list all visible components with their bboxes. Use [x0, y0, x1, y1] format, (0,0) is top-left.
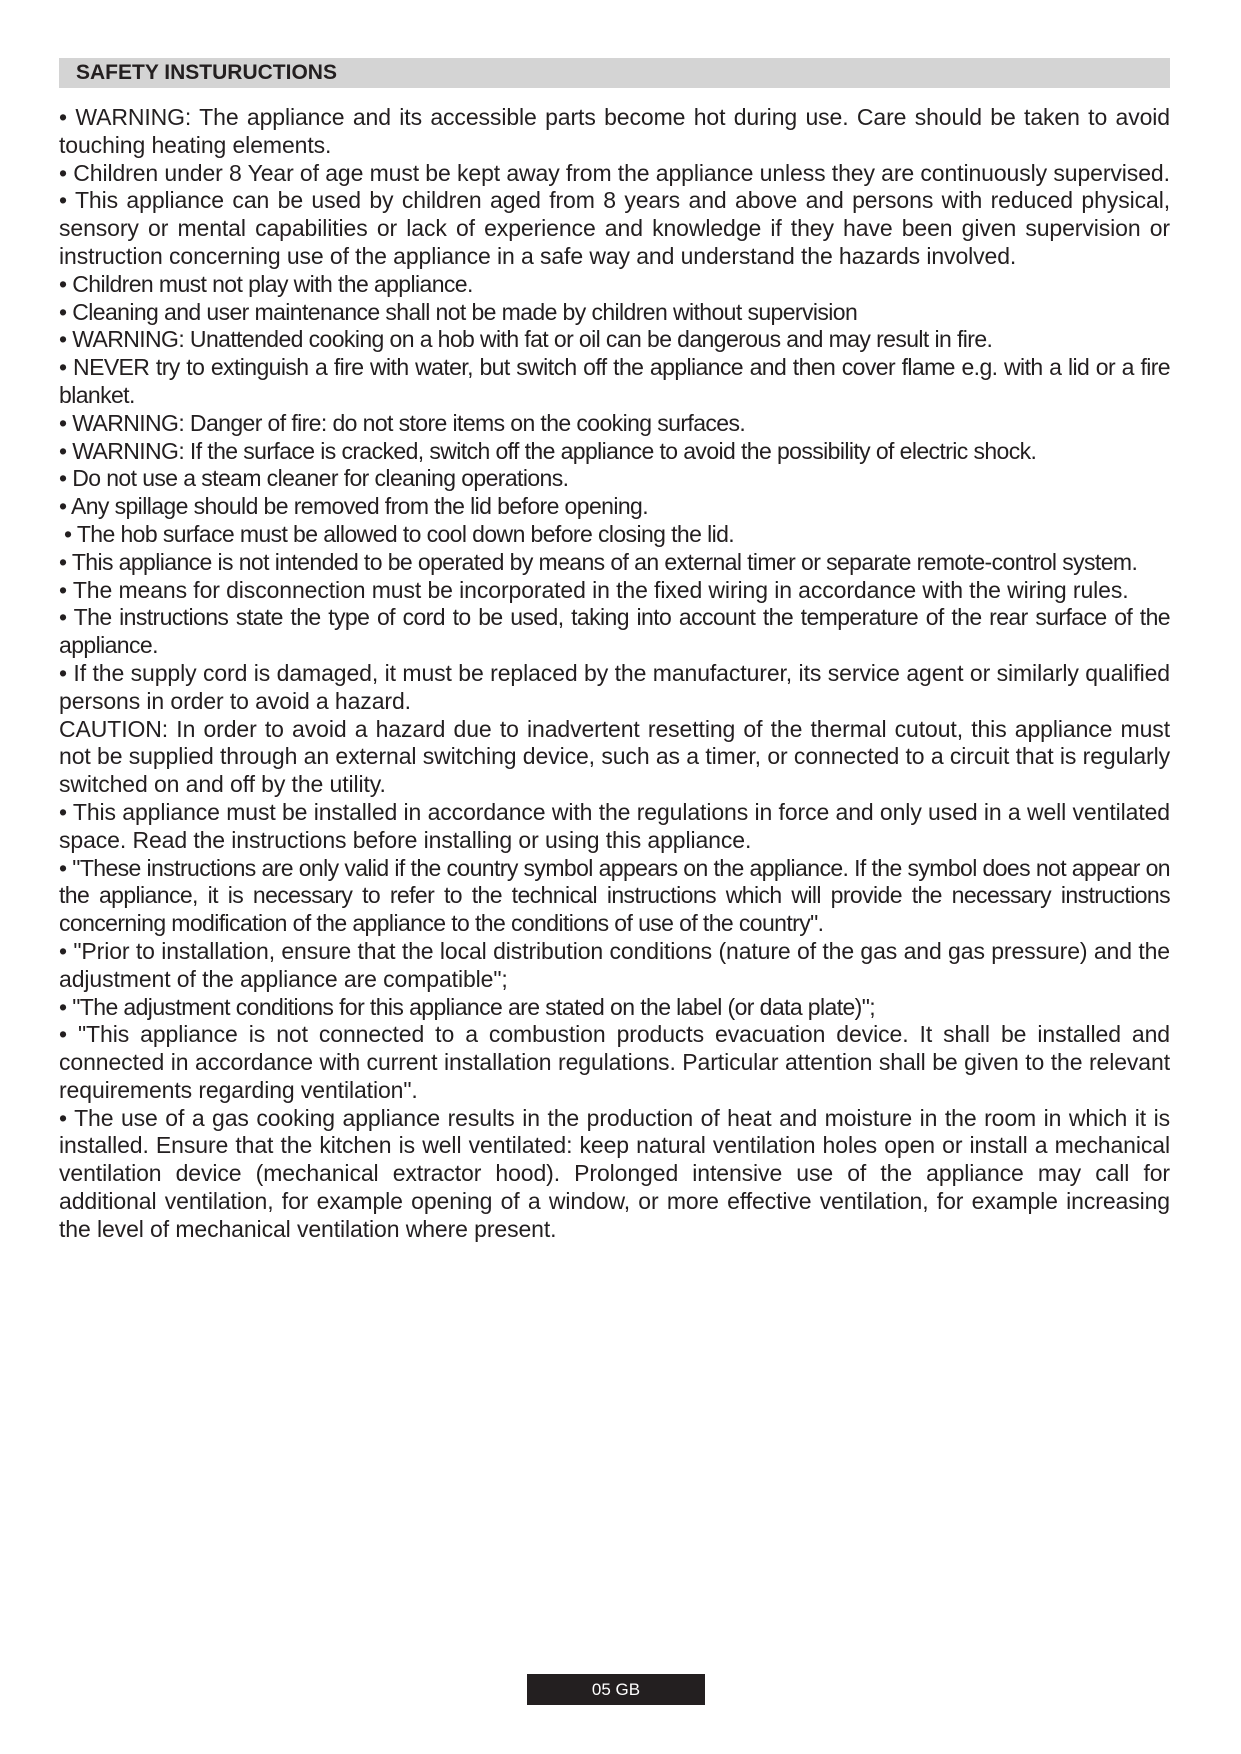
paragraph-ventilation: • The use of a gas cooking appliance results in the production of heat and moisture in the room in which it is installed. Ensure that the kitchen is well ventilated: keep natural ventilation holes open or install a mechanical ventilation device (mechanical extractor hood). Prolonged intensive use of the appliance may call for additional ventilation, for example opening of a window, or more effective ventilation, for example increasing the level of mechanical ventilation where present. — [59, 1104, 1170, 1242]
paragraph-local-distribution: • "Prior to installation, ensure that the local distribution conditions (nature of the gas and gas pressure) and the adjustment of the appliance are compatible"; — [59, 937, 1170, 992]
paragraph-external-timer: • This appliance is not intended to be operated by means of an external timer or separate remote-control system. — [59, 548, 1138, 575]
paragraph-hob-cool: • The hob surface must be allowed to cool down before closing the lid. — [64, 520, 735, 547]
paragraph-hot-parts-warning: • WARNING: The appliance and its accessible parts become hot during use. Care should be taken to avoid touching heating elements. — [59, 104, 1170, 158]
paragraph-no-play: • Children must not play with the appliance. — [59, 270, 473, 297]
section-header-bar — [59, 58, 1170, 88]
paragraph-disconnection: • The means for disconnection must be incorporated in the fixed wiring in accordance with the wiring rules. — [59, 576, 1129, 603]
paragraph-fire-water: • NEVER try to extinguish a fire with water, but switch off the appliance and then cover flame e.g. with a lid or a fire blanket. — [59, 354, 1170, 408]
paragraph-cleaning-supervision: • Cleaning and user maintenance shall not be made by children without supervision — [59, 298, 858, 325]
page-number-box — [527, 1674, 705, 1705]
paragraph-cord-type: • The instructions state the type of cord to be used, taking into account the temperature of the rear surface of the appliance. — [59, 604, 1170, 659]
paragraph-children-under-8: • Children under 8 Year of age must be kept away from the appliance unless they are continuously supervised. — [59, 159, 1170, 186]
safety-instructions-body — [59, 104, 1170, 1244]
paragraph-steam-cleaner: • Do not use a steam cleaner for cleaning operations. — [59, 465, 569, 492]
paragraph-evacuation-device: • "This appliance is not connected to a combustion products evacuation device. It shall be installed and connected in accordance with current installation regulations. Particular attention shall be given to the relevant requirements regarding ventilation". — [59, 1021, 1170, 1103]
paragraph-children-capabilities: • This appliance can be used by children aged from 8 years and above and persons with reduced physical, sensory or mental capabilities or lack of experience and knowledge if they have been given supervision or instruction concerning use of the appliance in a safe way and understand the hazards involved. — [59, 187, 1170, 269]
paragraph-thermal-cutout-caution: CAUTION: In order to avoid a hazard due to inadvertent resetting of the thermal cutout, this appliance must not be supplied through an external switching device, such as a timer, or connected to a circuit that is regularly switched on and off by the utility. — [59, 715, 1170, 798]
paragraph-data-plate: • "The adjustment conditions for this appliance are stated on the label (or data plate)"; — [59, 993, 876, 1020]
section-title: SAFETY INSTURUCTIONS — [76, 61, 337, 84]
paragraph-unattended-cooking: • WARNING: Unattended cooking on a hob with fat or oil can be dangerous and may result in fire. — [59, 326, 993, 353]
page-number: 05 GB — [591, 1680, 641, 1699]
paragraph-installation-regulations: • This appliance must be installed in accordance with the regulations in force and only used in a well ventilated space. Read the instructions before installing or using this appliance. — [59, 798, 1170, 853]
paragraph-spillage: • Any spillage should be removed from the lid before opening. — [59, 493, 649, 520]
paragraph-supply-cord: • If the supply cord is damaged, it must be replaced by the manufacturer, its service agent or similarly qualified persons in order to avoid a hazard. — [59, 659, 1170, 714]
paragraph-country-symbol: • "These instructions are only valid if the country symbol appears on the appliance. If the symbol does not appear on the appliance, it is necessary to refer to the technical instructions which will provide the necessary instructions concerning modification of the appliance to the conditions of use of the country". — [59, 854, 1170, 937]
paragraph-fire-danger: • WARNING: Danger of fire: do not store items on the cooking surfaces. — [59, 409, 746, 436]
paragraph-cracked-surface: • WARNING: If the surface is cracked, switch off the appliance to avoid the possibility of electric shock. — [59, 437, 1037, 464]
